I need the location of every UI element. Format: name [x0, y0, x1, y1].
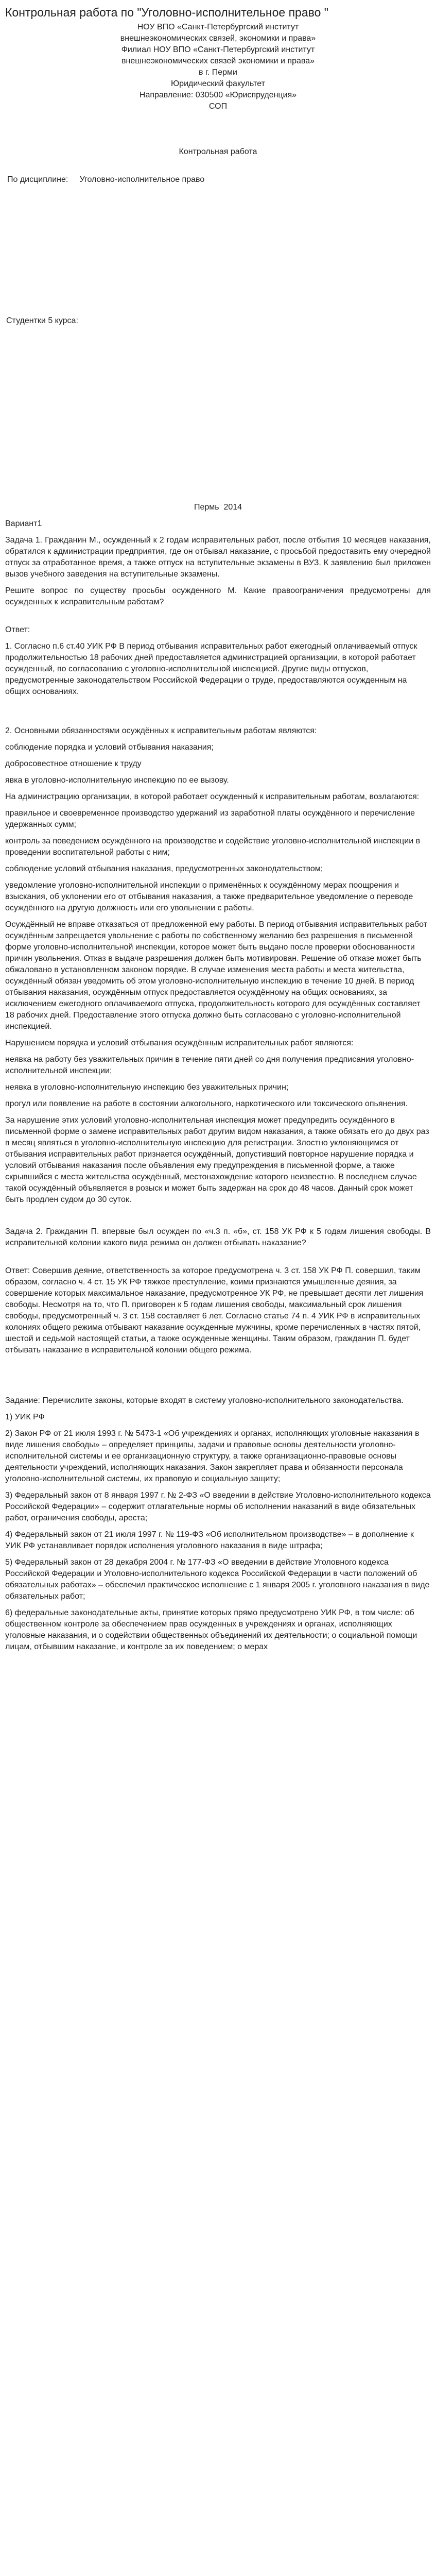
- admin-item: соблюдение условий отбывания наказания, предусмотренных законодательством;: [5, 865, 323, 873]
- admin-item: уведомление уголовно-исполнительной инспекции о применённых к осуждённому мерах поощрения и взыскания, об уклонении его от отбывания наказания, а также предварительное уведомление о переводе осуждённого на другую должность или его увольнении с работы.: [5, 881, 413, 912]
- institution-header: [5, 22, 431, 112]
- duty-item: соблюдение порядка и условий отбывания наказания;: [5, 743, 214, 752]
- duties-intro: 2. Основными обязанностями осуждённых к исправительным работам являются:: [5, 726, 317, 735]
- variant-label: Вариант1: [5, 519, 42, 528]
- duty-item: явка в уголовно-исполнительную инспекцию по ее вызову.: [5, 776, 229, 785]
- task-3: [5, 1395, 431, 1653]
- task-2-answer: Ответ: Совершив деяние, ответственность за которое предусмотрена ч. 3 ст. 158 УК РФ П. совершил, таким образом, согласно ч. 4 ст. 15 УК РФ тяжкое преступление, коими признаются умышленные деяния, за совершение которых максимальное наказание, предусмотренное УК РФ, не превышает десяти лет лишения свободы. Несмотря на то, что П. приговорен к 5 годам лишения свободы, максимальный срок лишения свободы, предусмотренный ч. 3 ст. 158 составляет 6 лет. Согласно статье 74 п. 4 УИК РФ в исправительных колониях общего режима отбывают наказание осужденные мужчины, кроме перечисленных в частях пятой, шестой и седьмой настоящей статьи, а также осужденные женщины. Таким образом, гражданин П. будет отбывать наказание в исправительной колонии общего режима.: [5, 1266, 424, 1354]
- work-type: Контрольная работа: [179, 147, 257, 156]
- law-item: 4) Федеральный закон от 21 июля 1997 г. № 119-ФЗ «Об исполнительном производстве» – в дополнение к УИК РФ устанавливает порядок исполнения уголовного наказания в виде штрафа;: [5, 1530, 414, 1550]
- header-line-1: НОУ ВПО «Санкт-Петербургский институт: [137, 23, 299, 31]
- header-line-2: внешнеэкономических связей, экономики и права»: [120, 34, 316, 43]
- header-line-3: Филиал НОУ ВПО «Санкт-Петербургский институт: [121, 45, 315, 54]
- task-1-answer-paragraph: 1. Согласно п.6 ст.40 УИК РФ В период отбывания исправительных работ ежегодный оплачиваемый отпуск продолжительностью 18 рабочих дней предоставляется администрацией организации, в которой работает осужденный, по согласованию с уголовно-исполнительной инспекцией. Другие виды отпусков, предусмотренные законодательством Российской Федерации о труде, предоставляются осужденным на общих основаниях.: [5, 642, 417, 696]
- law-item: 3) Федеральный закон от 8 января 1997 г. № 2-ФЗ «О введении в действие Уголовно-исполнительного кодекса Российской Федерации» – содержит отлагательные нормы об исполнении наказаний в виде обязательных работ, ограничения свободы, ареста;: [5, 1491, 431, 1522]
- header-line-7: Направление: 030500 «Юриспруденция»: [139, 91, 297, 99]
- violations-intro: Нарушением порядка и условий отбывания осуждённым исправительных работ являются:: [5, 1039, 354, 1047]
- law-item: 2) Закон РФ от 21 июля 1993 г. № 5473-1 «Об учреждениях и органах, исполняющих уголовные наказания в виде лишения свободы» – определяет принципы, задачи и правовые основы деятельности уголовно-исполнительной системы и ее организационную структуру, а также организационно-правовые основы деятельности учреждений, исполняющих наказания. Закон закрепляет права и обязанности персонала уголовно-исполнительной системы, их правовую и социальную защиту;: [5, 1429, 420, 1483]
- admin-intro: На администрацию организации, в которой работает осужденный к исправительным работам, возлагаются:: [5, 792, 420, 801]
- task-1: [5, 535, 431, 1206]
- task-2-statement: Задача 2. Гражданин П. впервые был осужден по «ч.3 п. «б», ст. 158 УК РФ к 5 годам лишения свободы. В исправительной колонии какого вида режима он должен отбывать наказание?: [5, 1227, 431, 1247]
- violation-item: неявка на работу без уважительных причин в течение пяти дней со дня получения предписания уголовно-исполнительной инспекции;: [5, 1055, 414, 1075]
- header-line-8: СОП: [208, 102, 228, 111]
- city-year: Пермь 2014: [194, 503, 242, 512]
- discipline-line: По дисциплине: Уголовно-исполнительное право: [7, 175, 205, 184]
- document-title: Контрольная работа по "Уголовно-исполнительное право ": [5, 6, 328, 19]
- task-1-answer-label: Ответ:: [5, 625, 30, 634]
- duty-item: добросовестное отношение к труду: [5, 759, 142, 768]
- violation-item: неявка в уголовно-исполнительную инспекцию без уважительных причин;: [5, 1083, 289, 1092]
- students-line: Студентки 5 курса:: [6, 316, 78, 325]
- dismissal-paragraph: Осуждённый не вправе отказаться от предложенной ему работы. В период отбывания исправительных работ осуждённым запрещается увольнение с работы по собственному желанию без разрешения в письменной форме уголовно-исполнительной инспекции, которое может быть выдано после проверки обоснованности причин увольнения. Отказ в выдаче разрешения должен быть мотивирован. Решение об отказе может быть обжаловано в установленном законом порядке. В случае изменения места работы и места жительства, осуждённый обязан уведомить об этом уголовно-исполнительную инспекцию в течение 10 дней. В период отбывания наказания, осуждённым отпуск предоставляется осуждённому на общих основаниях, за исключением ежегодного оплачиваемого отпуска, продолжительность которого для осуждённых составляет 18 рабочих дней. Предоставление этого отпуска должно быть согласовано с уголовно-исполнительной инспекцией.: [5, 920, 427, 1031]
- law-item: 1) УИК РФ: [5, 1413, 45, 1421]
- header-line-6: Юридический факультет: [171, 79, 265, 88]
- task-2: [5, 1226, 431, 1356]
- violation-item: прогул или появление на работе в состоянии алкогольного, наркотического или токсического опьянения.: [5, 1099, 408, 1108]
- task-3-statement: Задание: Перечислите законы, которые входят в систему уголовно-исполнительного законодательства.: [5, 1396, 404, 1405]
- admin-item: контроль за поведением осуждённого на производстве и содействие уголовно-исполнительной инспекции в проведении воспитательной работы с ним;: [5, 837, 421, 857]
- header-line-4: внешнеэкономических связей экономики и права»: [121, 57, 315, 65]
- law-item: 5) Федеральный закон от 28 декабря 2004 г. № 177-ФЗ «О введении в действие Уголовного кодекса Российской Федерации и Уголовно-исполнительного кодекса Российской Федерации в части положений об обязательных работах» – обеспечил практическое исполнение с 1 января 2005 г. уголовного наказания в виде обязательных работ;: [5, 1558, 430, 1601]
- law-item: 6) федеральные законодательные акты, принятие которых прямо предусмотрено УИК РФ, в том числе: об общественном контроле за обеспечением прав осужденных в учреждениях и органах, исполняющих уголовные наказания, и о содействии общественных объединений их деятельности; о социальной помощи лицам, отбывшим наказание, и контроле за их поведением; о мерах: [5, 1608, 417, 1651]
- admin-item: правильное и своевременное производство удержаний из заработной платы осуждённого и перечисление удержанных сумм;: [5, 809, 415, 829]
- consequences-paragraph: За нарушение этих условий уголовно-исполнительная инспекция может предупредить осуждённого в письменной форме о замене исправительных работ другим видом наказания, а также обязать его до двух раз в месяц являться в уголовно-исполнительную инспекцию для регистрации. Злостно уклоняющимся от отбывания исправительных работ признается осуждённый, допустивший повторное нарушение порядка и условий отбывания наказания после объявления ему предупреждения в письменной форме, а также скрывшийся с места жительства осуждённый, местонахождение которого неизвестно. В последнем случае такой осуждённый объявляется в розыск и может быть задержан на срок до 48 часов. Данный срок может быть продлен судом до 30 суток.: [5, 1116, 429, 1204]
- header-line-5: в г. Перми: [199, 68, 237, 77]
- task-1-question: Решите вопрос по существу просьбы осужденного М. Какие правоограничения предусмотрены для осужденных к исправительным работам?: [5, 586, 431, 606]
- task-1-statement: Задача 1. Гражданин М., осужденный к 2 годам исправительных работ, после отбытия 10 месяцев наказания, обратился к администрации предприятия, где он отбывал наказание, с просьбой предоставить ему очередной отпуск за отработанное время, а также отпуск на вступительные экзамены в ВУЗ. К заявлению был приложен вызов учебного заведения на вступительные экзамены.: [5, 536, 431, 579]
